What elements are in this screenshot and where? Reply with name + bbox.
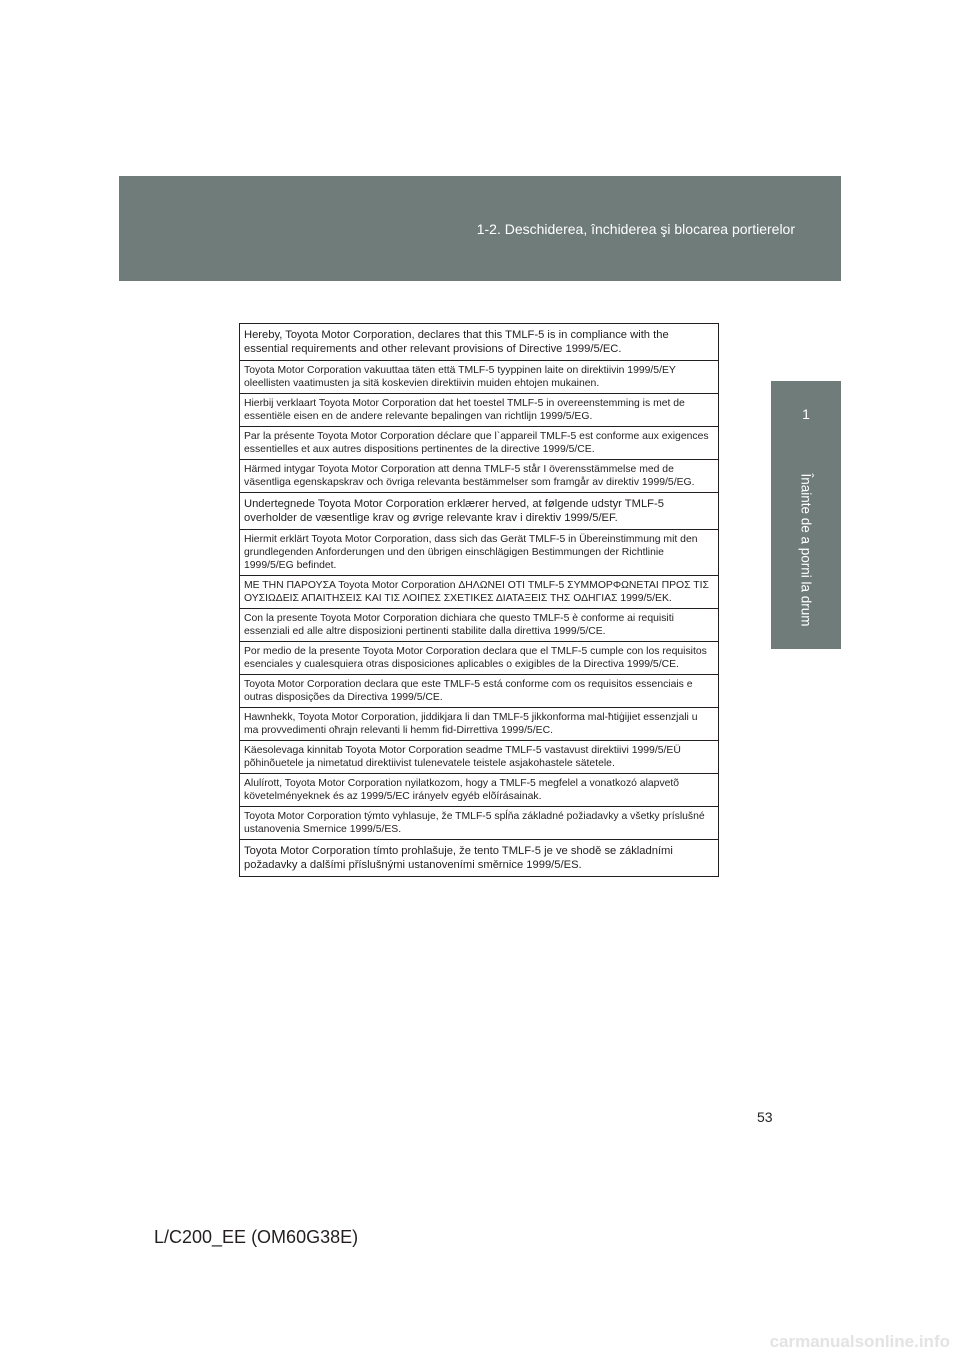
table-row [240, 460, 719, 493]
document-code: L/C200_EE (OM60G38E) [154, 1227, 359, 1247]
declaration-english: Hereby, Toyota Motor Corporation, declares that this TMLF-5 is in compliance with the essential requirements and other relevant provisions of Directive 1999/5/EC. [240, 324, 719, 361]
declaration-hungarian: Alulírott, Toyota Motor Corporation nyilatkozom, hogy a TMLF-5 megfelel a vonatkozó alapvetõ követelményeknek és az 1999/5/EC irányelv egyéb elõírásainak. [240, 774, 719, 807]
table-row [240, 807, 719, 840]
table-row [240, 609, 719, 642]
chapter-number: 1 [802, 406, 810, 422]
declarations-table [239, 323, 719, 877]
table-row [240, 741, 719, 774]
declaration-spanish: Por medio de la presente Toyota Motor Corporation declara que el TMLF-5 cumple con los requisitos esenciales y cualesquiera otras disposiciones aplicables o exigibles de la Directiva 1999/5/CE. [240, 642, 719, 675]
declaration-czech: Toyota Motor Corporation tímto prohlašuje, že tento TMLF-5 je ve shodě se základními požadavky a dalšími příslušnými ustanoveními směrnice 1999/5/ES. [240, 840, 719, 877]
declaration-estonian: Käesolevaga kinnitab Toyota Motor Corporation seadme TMLF-5 vastavust direktiivi 1999/5/EÜ põhinõuetele ja nimetatud direktiivist tulenevatele teistele asjakohastele sätetele. [240, 741, 719, 774]
table-row [240, 675, 719, 708]
chapter-tab [771, 381, 841, 451]
chapter-label: Înainte de a porni la drum [798, 473, 814, 627]
declaration-italian: Con la presente Toyota Motor Corporation dichiara che questo TMLF-5 è conforme ai requisiti essenziali ed alle altre disposizioni pertinenti stabilite dalla direttiva 1999/5/CE. [240, 609, 719, 642]
declaration-portuguese: Toyota Motor Corporation declara que este TMLF-5 está conforme com os requisitos essenciais e outras disposições da Directiva 1999/5/CE. [240, 675, 719, 708]
table-row [240, 530, 719, 576]
declaration-maltese: Hawnhekk, Toyota Motor Corporation, jiddikjara li dan TMLF-5 jikkonforma mal-ħtiġijiet essenzjali u ma provvedimenti oħrajn relevanti li hemm fid-Dirrettiva 1999/5/EC. [240, 708, 719, 741]
page-number: 53 [757, 1109, 773, 1125]
declaration-finnish: Toyota Motor Corporation vakuuttaa täten että TMLF-5 tyyppinen laite on direktiivin 1999/5/EY oleellisten vaatimusten ja sitä koskevien direktiivin muiden ehtojen mukainen. [240, 361, 719, 394]
declaration-german: Hiermit erklärt Toyota Motor Corporation, dass sich das Gerät TMLF-5 in Übereinstimmung mit den grundlegenden Anforderungen und den übrigen einschlägigen Bestimmungen der Richtlinie 1999/5/EG befindet. [240, 530, 719, 576]
table-row [240, 427, 719, 460]
declaration-greek: ΜΕ ΤΗΝ ΠΑΡΟΥΣΑ Toyota Motor Corporation ΔΗΛΩΝΕΙ ΟΤΙ TMLF-5 ΣΥΜΜΟΡΦΩΝΕΤΑΙ ΠΡΟΣ ΤΙΣ ΟΥΣΙΩΔΕΙΣ ΑΠΑΙΤΗΣΕΙΣ ΚΑΙ ΤΙΣ ΛΟΙΠΕΣ ΣΧΕΤΙΚΕΣ ΔΙΑΤΑΞΕΙΣ ΤΗΣ ΟΔΗΓΙΑΣ 1999/5/ΕΚ. [240, 576, 719, 609]
declaration-swedish: Härmed intygar Toyota Motor Corporation att denna TMLF-5 står I överensstämmelse med de väsentliga egenskapskrav och övriga relevanta bestämmelser som framgår av direktiv 1999/5/EG. [240, 460, 719, 493]
declaration-slovak: Toyota Motor Corporation týmto vyhlasuje, že TMLF-5 spĺňa základné požiadavky a všetky príslušné ustanovenia Smernice 1999/5/ES. [240, 807, 719, 840]
section-title: 1-2. Deschiderea, închiderea şi blocarea portierelor [476, 221, 795, 237]
table-row [240, 361, 719, 394]
declaration-french: Par la présente Toyota Motor Corporation déclare que l`appareil TMLF-5 est conforme aux exigences essentielles et aux autres dispositions pertinentes de la directive 1999/5/CE. [240, 427, 719, 460]
table-row [240, 642, 719, 675]
table-row [240, 840, 719, 877]
chapter-side-strip [771, 451, 841, 649]
table-row [240, 394, 719, 427]
table-row [240, 576, 719, 609]
table-row [240, 708, 719, 741]
declaration-danish: Undertegnede Toyota Motor Corporation erklærer herved, at følgende udstyr TMLF-5 overholder de væsentlige krav og øvrige relevante krav i direktiv 1999/5/EF. [240, 493, 719, 530]
table-row [240, 774, 719, 807]
table-row [240, 324, 719, 361]
declaration-dutch: Hierbij verklaart Toyota Motor Corporation dat het toestel TMLF-5 in overeenstemming is met de essentiële eisen en de andere relevante bepalingen van richtlijn 1999/5/EG. [240, 394, 719, 427]
table-row [240, 493, 719, 530]
watermark: carmanualsonline.info [769, 1332, 950, 1351]
header-band [119, 176, 841, 281]
